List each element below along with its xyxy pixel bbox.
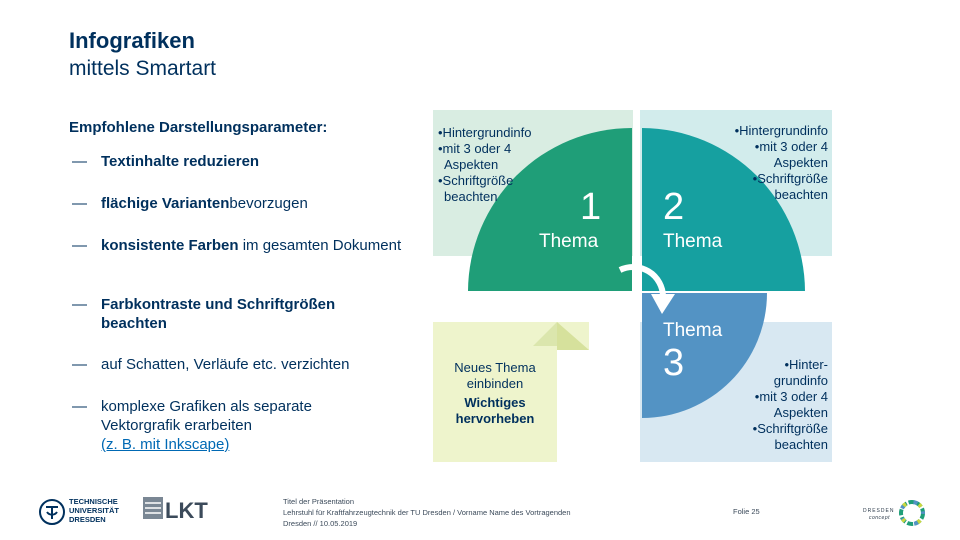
bullet-item: — auf Schatten, Verläufe etc. verzichten — [72, 356, 350, 373]
page-subtitle: mittels Smartart — [69, 57, 217, 80]
info-text-bottom-right: •Hinter- grundinfo •mit 3 oder 4 Aspekten •Schriftgröße beachten — [752, 357, 828, 452]
page-title: Infografiken — [69, 28, 195, 53]
svg-text:UNIVERSITÄT: UNIVERSITÄT — [69, 506, 120, 515]
note-text: Neues Thema einbinden Wichtiges hervorheben — [454, 360, 536, 426]
quarter-1-number: 1 — [580, 186, 602, 228]
bullet-item: — konsistente Farben im gesamten Dokument — [72, 237, 402, 254]
svg-text:LKT: LKT — [165, 498, 208, 523]
bullet-item: — Textinhalte reduzieren — [72, 153, 260, 170]
info-text-top-right: •Hintergrundinfo •mit 3 oder 4 Aspekten •Schriftgröße beachten — [734, 123, 828, 202]
params-heading: Empfohlene Darstellungsparameter: — [69, 119, 328, 136]
svg-text:TECHNISCHE: TECHNISCHE — [69, 497, 118, 506]
quarter-2-label: Thema — [663, 231, 723, 252]
svg-text:DRESDEN: DRESDEN — [69, 515, 106, 524]
quarter-2-number: 2 — [663, 186, 685, 228]
quarter-3-number: 3 — [663, 342, 685, 384]
dresden-concept-text: DRESDEN concept — [863, 508, 895, 521]
quarter-1-label: Thema — [539, 231, 599, 252]
info-text-top-left: •Hintergrundinfo •mit 3 oder 4 Aspekten •Schriftgröße beachten — [438, 125, 532, 204]
page-number: Folie 25 — [733, 507, 760, 516]
inkscape-link[interactable]: (z. B. mit Inkscape) — [101, 436, 230, 453]
bullet-item: — flächige Variantenbevorzugen — [72, 195, 308, 212]
bullet-item: — komplexe Grafiken als separate Vektorgrafik erarbeiten (z. B. mit Inkscape) — [72, 398, 312, 453]
quarter-3-label: Thema — [663, 320, 723, 341]
lkt-logo — [143, 495, 215, 523]
tud-logo — [38, 495, 130, 529]
dresden-concept-logo — [898, 499, 926, 527]
note-fold — [533, 322, 557, 346]
footer-text: Titel der Präsentation Lehrstuhl für Kraftfahrzeugtechnik der TU Dresden / Vorname Name des Vortragenden Dresden // 10.05.2019 — [283, 497, 571, 528]
bullet-item: — Farbkontraste und Schriftgrößen beachten — [72, 296, 336, 332]
